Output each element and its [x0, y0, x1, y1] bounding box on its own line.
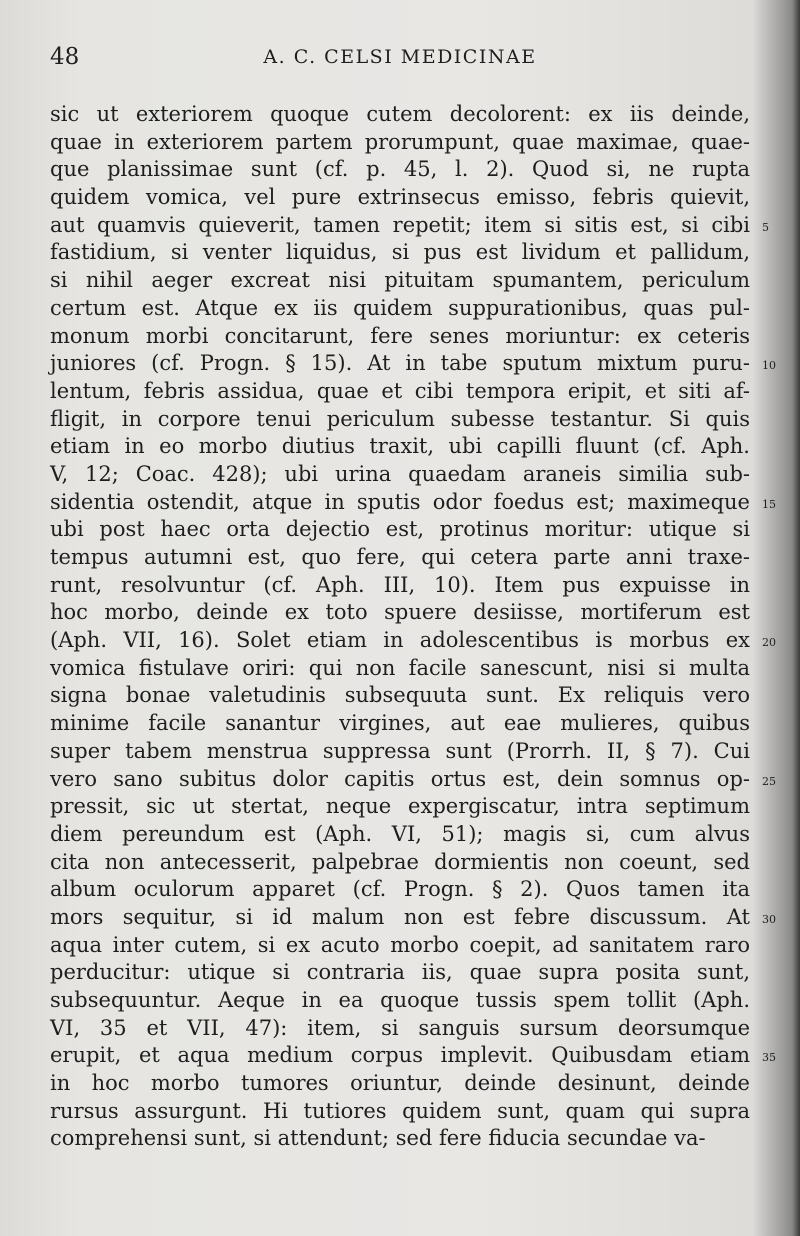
- text-line: [50, 378, 766, 406]
- line-text: comprehensi sunt, si attendunt; sed fere fiducia secundae va-: [50, 1126, 706, 1151]
- text-line: [50, 461, 766, 489]
- line-text: subsequuntur. Aeque in ea quoque tussis spem tollit (Aph.: [50, 988, 750, 1012]
- text-line: [50, 129, 766, 157]
- line-text: rursus assurgunt. Hi tutiores quidem sunt, quam qui supra: [50, 1098, 750, 1123]
- text-line: [50, 350, 776, 378]
- line-text: V, 12; Coac. 428); ubi urina quaedam araneis similia sub-: [50, 461, 750, 486]
- line-text: cita non antecesserit, palpebrae dormientis non coeunt, sed: [50, 849, 750, 874]
- text-line: [50, 101, 766, 129]
- text-line: [50, 959, 766, 987]
- line-text: vero sano subitus dolor capitis ortus est, dein somnus op-: [50, 766, 750, 791]
- line-text: quae in exteriorem partem prorumpunt, quae maximae, quae-: [50, 129, 750, 154]
- text-line: [50, 710, 766, 738]
- page-header: [50, 44, 750, 78]
- text-line: [50, 876, 766, 904]
- line-text: runt, resolvuntur (cf. Aph. III, 10). Item pus expuisse in: [50, 572, 750, 597]
- line-text: sic ut exteriorem quoque cutem decolorent: ex iis deinde,: [50, 102, 750, 126]
- line-text: fastidium, si venter liquidus, si pus est lividum et pallidum,: [50, 240, 750, 265]
- line-text: album oculorum apparet (cf. Progn. § 2). Quos tamen ita: [50, 877, 750, 902]
- line-number: 5: [762, 220, 769, 234]
- text-line: [50, 1042, 776, 1070]
- text-line: [50, 599, 766, 627]
- line-number: 15: [762, 497, 776, 511]
- text-line: [50, 682, 766, 710]
- line-text: etiam in eo morbo diutius traxit, ubi capilli fluunt (cf. Aph.: [50, 434, 750, 459]
- line-text: lentum, febris assidua, quae et cibi tempora eripit, et siti af-: [50, 378, 750, 403]
- line-text: quidem vomica, vel pure extrinsecus emisso, febris quievit,: [50, 185, 750, 210]
- line-text: certum est. Atque ex iis quidem suppurationibus, quas pul-: [50, 295, 750, 320]
- line-text: si nihil aeger excreat nisi pituitam spumantem, periculum: [50, 268, 750, 293]
- text-line: [50, 572, 766, 600]
- line-text: fligit, in corpore tenui periculum subesse testantur. Si quis: [50, 406, 750, 431]
- line-text: in hoc morbo tumores oriuntur, deinde desinunt, deinde: [50, 1071, 750, 1096]
- text-line: [50, 627, 776, 655]
- line-number: 10: [762, 359, 776, 373]
- text-line: [50, 212, 769, 240]
- text-line: [50, 516, 766, 544]
- text-line: [50, 489, 776, 517]
- text-line: [50, 793, 766, 821]
- text-line: [50, 544, 766, 572]
- text-line: [50, 932, 766, 960]
- line-text: pressit, sic ut stertat, neque expergiscatur, intra septimum: [50, 794, 750, 819]
- text-line: [50, 904, 776, 932]
- line-text: ubi post haec orta dejectio est, protinus moritur: utique si: [50, 517, 750, 542]
- text-line: [50, 738, 766, 766]
- text-line: [50, 849, 766, 877]
- text-line: [50, 406, 766, 434]
- line-text: juniores (cf. Progn. § 15). At in tabe sputum mixtum puru-: [50, 351, 750, 376]
- text-line: [50, 766, 776, 794]
- line-text: signa bonae valetudinis subsequuta sunt. Ex reliquis vero: [50, 683, 750, 708]
- line-text: perducitur: utique si contraria iis, quae supra posita sunt,: [50, 960, 750, 985]
- text-line: [50, 156, 766, 184]
- line-number: 30: [762, 912, 776, 926]
- running-head: A. C. CELSI MEDICINAE: [263, 46, 537, 68]
- line-text: aut quamvis quieverit, tamen repetit; item si sitis est, si cibi: [50, 212, 750, 237]
- text-line: [50, 433, 766, 461]
- line-text: erupit, et aqua medium corpus implevit. Quibusdam etiam: [50, 1043, 750, 1068]
- line-text: tempus autumni est, quo fere, qui cetera parte anni traxe-: [50, 545, 750, 569]
- page-number: 48: [50, 44, 80, 70]
- text-line: [50, 239, 766, 267]
- line-text: aqua inter cutem, si ex acuto morbo coepit, ad sanitatem raro: [50, 932, 750, 957]
- line-text: vomica fistulave oriri: qui non facile sanescunt, nisi si multa: [50, 655, 750, 680]
- line-number: 25: [762, 774, 776, 788]
- line-text: hoc morbo, deinde ex toto spuere desiisse, mortiferum est: [50, 600, 750, 625]
- line-number: 20: [762, 636, 776, 650]
- line-text: super tabem menstrua suppressa sunt (Prorrh. II, § 7). Cui: [50, 738, 750, 763]
- text-line: [50, 1125, 766, 1153]
- line-text: minime facile sanantur virgines, aut eae mulieres, quibus: [50, 711, 750, 736]
- text-line: [50, 655, 766, 683]
- text-line: [50, 323, 766, 351]
- text-line: [50, 267, 766, 295]
- line-text: que planissimae sunt (cf. p. 45, l. 2). Quod si, ne rupta: [50, 157, 750, 182]
- line-text: monum morbi concitarunt, fere senes moriuntur: ex ceteris: [50, 323, 750, 348]
- text-line: [50, 987, 766, 1015]
- line-text: diem pereundum est (Aph. VI, 51); magis si, cum alvus: [50, 821, 750, 846]
- text-line: [50, 1098, 766, 1126]
- line-text: VI, 35 et VII, 47): item, si sanguis sursum deorsumque: [50, 1015, 750, 1040]
- text-line: [50, 295, 766, 323]
- text-line: [50, 821, 766, 849]
- text-line: [50, 1070, 766, 1098]
- text-line: [50, 184, 766, 212]
- text-line: [50, 1015, 766, 1043]
- line-text: (Aph. VII, 16). Solet etiam in adolescentibus is morbus ex: [50, 628, 750, 653]
- line-text: sidentia ostendit, atque in sputis odor foedus est; maximeque: [50, 489, 750, 514]
- line-number: 35: [762, 1051, 776, 1065]
- body-text: [50, 101, 776, 1153]
- line-text: mors sequitur, si id malum non est febre discussum. At: [50, 904, 750, 929]
